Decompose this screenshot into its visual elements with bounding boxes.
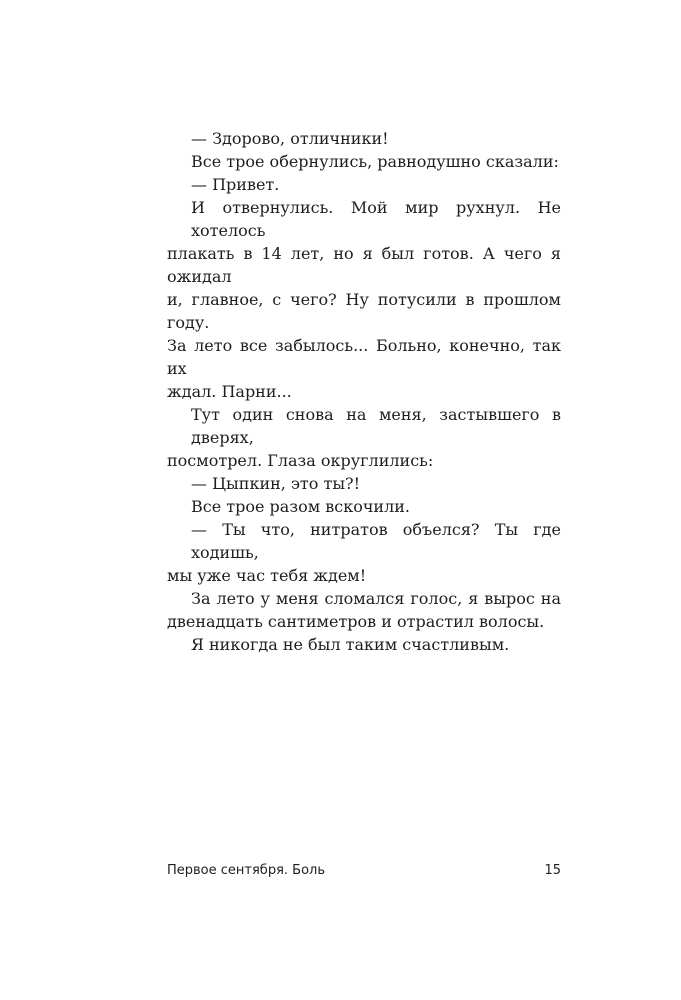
body-text: [167, 127, 561, 656]
text-line: За лето у меня сломался голос, я вырос на: [191, 589, 561, 608]
text-line: ждал. Парни...: [167, 382, 292, 401]
text-line: посмотрел. Глаза округлились:: [167, 451, 434, 470]
text-line: Все трое обернулись, равнодушно сказали:: [191, 152, 559, 171]
text-line: плакать в 14 лет, но я был готов. А чего я ожидал: [167, 244, 561, 286]
text-line: — Цыпкин, это ты?!: [191, 474, 361, 493]
text-line: Я никогда не был таким счастливым.: [191, 635, 510, 654]
text-line: И отвернулись. Мой мир рухнул. Не хотелось: [191, 198, 561, 240]
text-line: За лето все забылось... Больно, конечно, так их: [167, 336, 561, 378]
text-line: двенадцать сантиметров и отрастил волосы.: [167, 612, 545, 631]
text-line: мы уже час тебя ждем!: [167, 566, 367, 585]
page-number: 15: [544, 863, 561, 878]
text-line: — Привет.: [191, 175, 280, 194]
text-line: Тут один снова на меня, застывшего в дверях,: [191, 405, 561, 447]
text-line: — Здорово, отличники!: [191, 129, 389, 148]
text-line: — Ты что, нитратов объелся? Ты где ходишь,: [191, 520, 561, 562]
running-title: Первое сентября. Боль: [167, 863, 326, 878]
text-line: Все трое разом вскочили.: [191, 497, 410, 516]
page-footer: [167, 861, 561, 881]
text-line: и, главное, с чего? Ну потусили в прошлом году.: [167, 290, 561, 332]
